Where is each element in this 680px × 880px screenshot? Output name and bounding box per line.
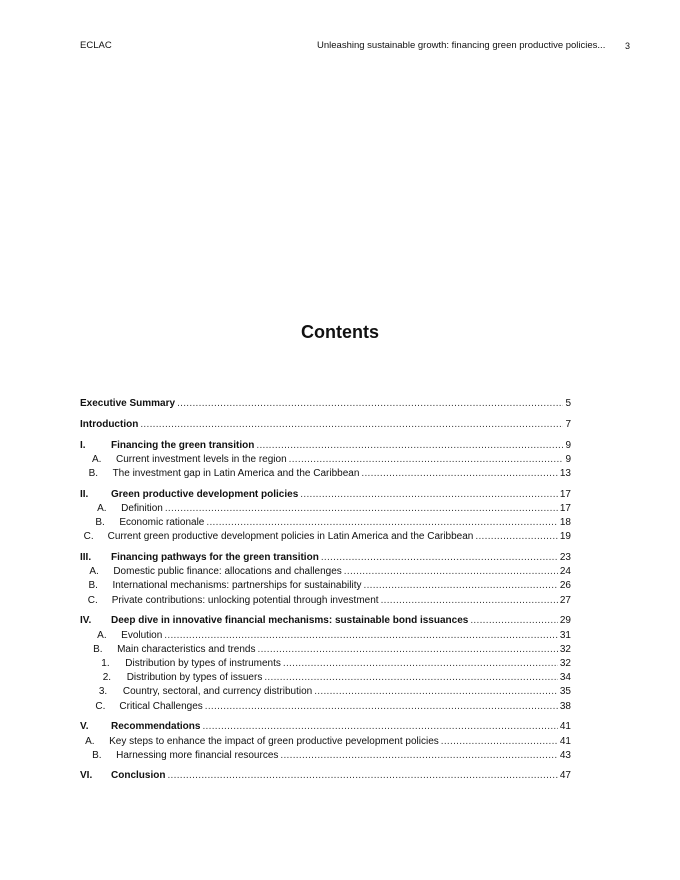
toc-entry-page: 9	[565, 453, 571, 465]
toc-section-1a[interactable]	[80, 453, 571, 467]
dot-leader	[206, 516, 558, 530]
toc-entry-label: Country, sectoral, and currency distribution	[122, 686, 313, 698]
toc-section-4a[interactable]	[80, 629, 571, 643]
toc-entry-label: International mechanisms: partnerships for sustainability	[112, 580, 362, 592]
toc-entry-label: Distribution by types of issuers	[126, 672, 263, 684]
toc-entry-label: Recommendations	[111, 721, 201, 733]
dot-leader	[475, 530, 558, 544]
toc-section-letter: B.	[88, 580, 98, 592]
toc-chapter-number: V.	[80, 721, 89, 733]
toc-section-1b[interactable]	[80, 467, 571, 481]
toc-section-2c[interactable]	[80, 530, 571, 544]
toc-section-2b[interactable]	[80, 516, 571, 530]
toc-entry-label: Distribution by types of instruments	[125, 657, 281, 669]
toc-section-3b[interactable]	[80, 579, 571, 593]
toc-section-letter: C.	[95, 700, 106, 712]
toc-entry-label: Private contributions: unlocking potential through investment	[111, 594, 379, 606]
toc-entry-page: 32	[559, 657, 571, 669]
dot-leader	[344, 565, 558, 579]
toc-entry-label: Deep dive in innovative financial mechanisms: sustainable bond issuances	[111, 615, 469, 627]
dot-leader	[300, 488, 558, 502]
toc-entry-page: 32	[559, 643, 571, 655]
toc-entry-label: Financing pathways for the green transition	[111, 552, 319, 564]
dot-leader	[177, 397, 563, 411]
toc-entry-label: Main characteristics and trends	[117, 643, 256, 655]
dot-leader	[256, 439, 563, 453]
toc-chapter-5[interactable]	[80, 720, 571, 734]
dot-leader	[165, 502, 558, 516]
toc-entry-page: 7	[565, 418, 571, 430]
toc-entry-label: Key steps to enhance the impact of green productive pevelopment policies	[109, 735, 439, 747]
header-document-title: Unleashing sustainable growth: financing green productive policies...	[317, 40, 606, 51]
toc-entry-page: 41	[559, 735, 571, 747]
toc-subsection-4b3[interactable]	[80, 685, 571, 699]
dot-leader	[205, 700, 558, 714]
toc-chapter-1[interactable]	[80, 439, 571, 453]
toc-entry-page: 17	[559, 502, 571, 514]
toc-section-letter: C.	[83, 531, 94, 543]
toc-section-letter: B.	[88, 467, 99, 479]
toc-entry-page: 18	[559, 517, 571, 529]
toc-entry-page: 17	[559, 488, 571, 500]
toc-section-3c[interactable]	[80, 594, 571, 608]
dot-leader	[314, 685, 558, 699]
toc-chapter-number: VI.	[80, 770, 93, 782]
dot-leader	[258, 643, 558, 657]
toc-chapter-4[interactable]	[80, 614, 571, 628]
toc-entry-page: 13	[559, 467, 571, 479]
toc-entry-page: 9	[565, 439, 571, 451]
toc-section-letter: B.	[95, 517, 105, 529]
toc-section-letter: C.	[87, 594, 98, 606]
toc-entry-page: 5	[565, 398, 571, 409]
dot-leader	[321, 551, 558, 565]
dot-leader	[441, 735, 558, 749]
header-organization: ECLAC	[80, 40, 112, 51]
toc-entry-page: 34	[559, 672, 571, 684]
toc-subsection-number: 2.	[102, 672, 112, 684]
toc-entry-label: Introduction	[80, 418, 139, 430]
toc-subsection-4b2[interactable]	[80, 671, 571, 685]
dot-leader	[264, 671, 558, 685]
toc-section-5b[interactable]	[80, 749, 571, 763]
page-title: Contents	[301, 322, 379, 342]
toc-section-letter: B.	[93, 643, 103, 655]
toc-chapter-2[interactable]	[80, 488, 571, 502]
dot-leader	[289, 453, 564, 467]
dot-leader	[164, 629, 558, 643]
dot-leader	[283, 657, 558, 671]
toc-section-letter: A.	[89, 566, 99, 578]
dot-leader	[202, 720, 557, 734]
dot-leader	[361, 467, 557, 481]
dot-leader	[167, 769, 557, 783]
toc-entry-page: 23	[559, 552, 571, 564]
toc-section-letter: A.	[97, 629, 107, 641]
dot-leader	[140, 418, 563, 432]
toc-entry-label: Financing the green transition	[111, 439, 255, 451]
toc-entry-label: Economic rationale	[119, 517, 205, 529]
dot-leader	[280, 749, 557, 763]
toc-entry-page: 24	[559, 566, 571, 578]
toc-section-letter: A.	[91, 453, 102, 465]
toc-entry-label: Evolution	[121, 629, 163, 641]
toc-section-3a[interactable]	[80, 565, 571, 579]
toc-subsection-number: 3.	[98, 686, 108, 698]
toc-entry-executive-summary[interactable]	[80, 397, 571, 411]
toc-entry-label: Critical Challenges	[119, 700, 203, 712]
toc-entry-label: Green productive development policies	[111, 488, 299, 500]
toc-section-2a[interactable]	[80, 502, 571, 516]
page-header	[80, 40, 630, 54]
toc-entry-page: 41	[559, 721, 571, 733]
header-page-number: 3	[624, 41, 630, 51]
toc-chapter-number: II.	[80, 488, 89, 500]
toc-subsection-number: 1.	[101, 657, 110, 669]
toc-section-4b[interactable]	[80, 643, 571, 657]
toc-entry-page: 31	[559, 629, 571, 641]
toc-section-4c[interactable]	[80, 700, 571, 714]
toc-entry-label: Conclusion	[111, 770, 166, 782]
toc-entry-page: 35	[559, 686, 571, 698]
toc-subsection-4b1[interactable]	[80, 657, 571, 671]
dot-leader	[381, 594, 558, 608]
toc-chapter-6[interactable]	[80, 769, 571, 783]
toc-chapter-number: III.	[80, 552, 92, 564]
toc-entry-label: The investment gap in Latin America and the Caribbean	[112, 467, 360, 479]
dot-leader	[470, 614, 558, 628]
table-of-contents	[80, 397, 571, 784]
toc-chapter-number: I.	[80, 439, 86, 451]
toc-chapter-3[interactable]	[80, 551, 571, 565]
toc-entry-page: 27	[559, 594, 571, 606]
toc-section-letter: B.	[92, 749, 102, 761]
toc-entry-page: 26	[559, 580, 571, 592]
dot-leader	[363, 579, 557, 593]
toc-entry-label: Definition	[121, 502, 163, 514]
toc-entry-page: 47	[559, 770, 571, 782]
toc-entry-label: Current green productive development policies in Latin America and the Caribbean	[107, 531, 474, 543]
toc-entry-page: 38	[559, 700, 571, 712]
toc-entry-introduction[interactable]	[80, 418, 571, 432]
toc-entry-page: 43	[559, 749, 571, 761]
toc-section-letter: A.	[85, 735, 95, 747]
toc-entry-page: 19	[559, 531, 571, 543]
toc-entry-label: Domestic public finance: allocations and challenges	[113, 566, 342, 578]
toc-entry-label: Current investment levels in the region	[115, 453, 287, 465]
toc-section-letter: A.	[97, 502, 107, 514]
toc-entry-label: Executive Summary	[80, 398, 176, 409]
toc-chapter-number: IV.	[80, 615, 92, 627]
toc-entry-label: Harnessing more financial resources	[116, 749, 279, 761]
toc-entry-page: 29	[559, 615, 571, 627]
toc-section-5a[interactable]	[80, 735, 571, 749]
